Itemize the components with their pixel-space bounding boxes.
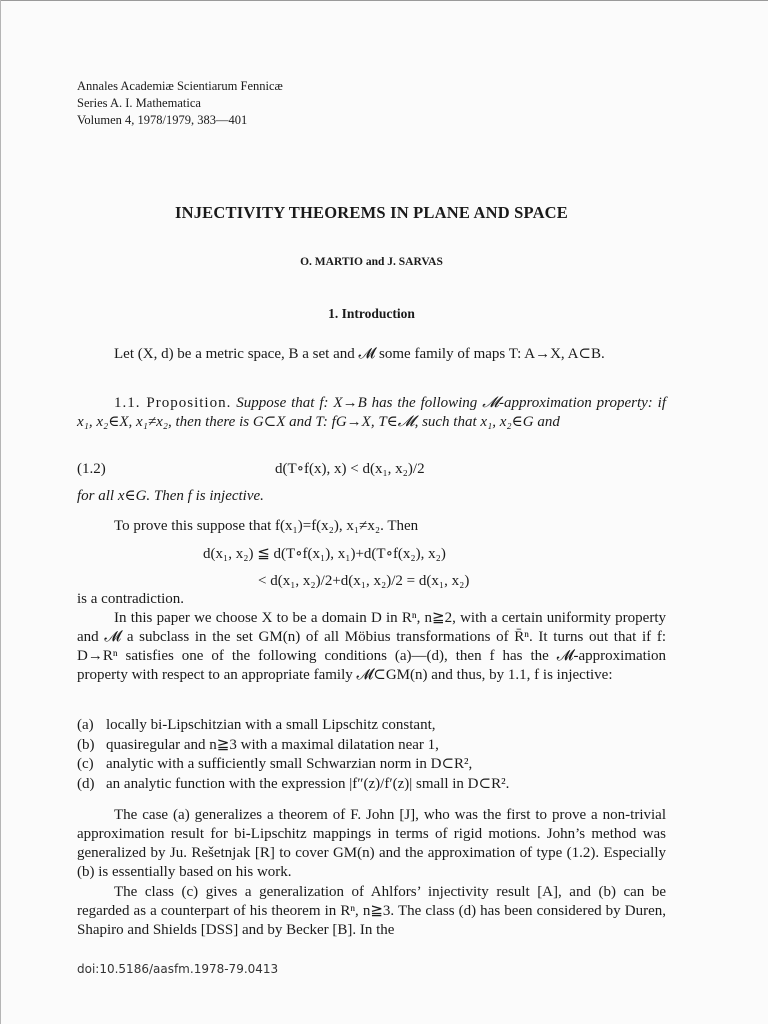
proposition-text: Suppose that f: X→B has the following 𝓜-approximation property: if x₁, x₂∈X, x₁≠x₂, then there is G⊂X and T: fG→X, T∈𝓜, such that x₁, x₂∈G and [77, 395, 666, 430]
list-item: (d) an analytic function with the expression |f″(z)/f′(z)| small in D⊂R². [77, 775, 510, 792]
equation-formula: d(T∘f(x), x) < d(x₁, x₂)/2 [275, 461, 425, 477]
paper-title: INJECTIVITY THEOREMS IN PLANE AND SPACE [174, 203, 569, 222]
body-paragraph-2: In this paper we choose X to be a domain D in Rⁿ, n≧2, with a certain uniformity property and 𝓜 a subclass in the set GM(n) of all Möbius transformations of R̄ⁿ. It turns out that if f: D→Rⁿ satisfies one of the following conditions (a)—(d), then f has the 𝓜-approximation property with respect to an appropriate family 𝓜⊂GM(n) and thus, by 1.1, f is injective: [77, 610, 666, 683]
journal-name: Annales Academiæ Scientiarum Fennicæ [77, 79, 283, 93]
left-edge-rule [0, 0, 1, 1024]
proposition-paragraph [77, 394, 666, 432]
intro-paragraph: Let (X, d) be a metric space, B a set and 𝓜 some family of maps T: A→X, A⊂B. [114, 346, 605, 362]
journal-series: Series A. I. Mathematica [77, 96, 201, 110]
list-item: (a) locally bi-Lipschitzian with a small Lipschitz constant, [77, 717, 436, 733]
top-rule [0, 0, 768, 1]
journal-header [77, 78, 283, 129]
section-heading: 1. Introduction [328, 306, 415, 321]
list-item: (c) analytic with a sufficiently small Schwarzian norm in D⊂R², [77, 756, 473, 772]
proof-intro: To prove this suppose that f(x₁)=f(x₂), x₁≠x₂. Then [114, 518, 419, 534]
journal-volume: Volumen 4, 1978/1979, 383—401 [77, 113, 248, 127]
doi-link[interactable]: doi:10.5186/aasfm.1978-79.0413 [77, 962, 279, 976]
body-paragraph-3: The case (a) generalizes a theorem of F. John [J], who was the first to prove a non-trivial approximation result for bi-Lipschitz mappings in terms of rigid motions. John’s method was generalized by Ju. Rešetnjak [R] to cover GM(n) and the approximation of type (1.2). Especially (b) is essentially based on his work. [77, 807, 666, 880]
equation-number: (1.2) [77, 461, 106, 477]
proposition-label: 1.1. Proposition. [114, 395, 232, 411]
paper-authors: O. MARTIO and J. SARVAS [300, 256, 443, 268]
proposition-conclusion: for all x∈G. Then f is injective. [77, 488, 264, 504]
proof-end: is a contradiction. [77, 591, 185, 607]
body-paragraph-4: The class (c) gives a generalization of Ahlfors’ injectivity result [A], and (b) can be regarded as a counterpart of his theorem in Rⁿ, n≧3. The class (d) has been considered by Duren, Shapiro and Shields [DSS] and by Becker [B]. In the [77, 884, 666, 938]
list-item: (b) quasiregular and n≧3 with a maximal dilatation near 1, [77, 736, 439, 753]
conditions-list [77, 716, 666, 794]
